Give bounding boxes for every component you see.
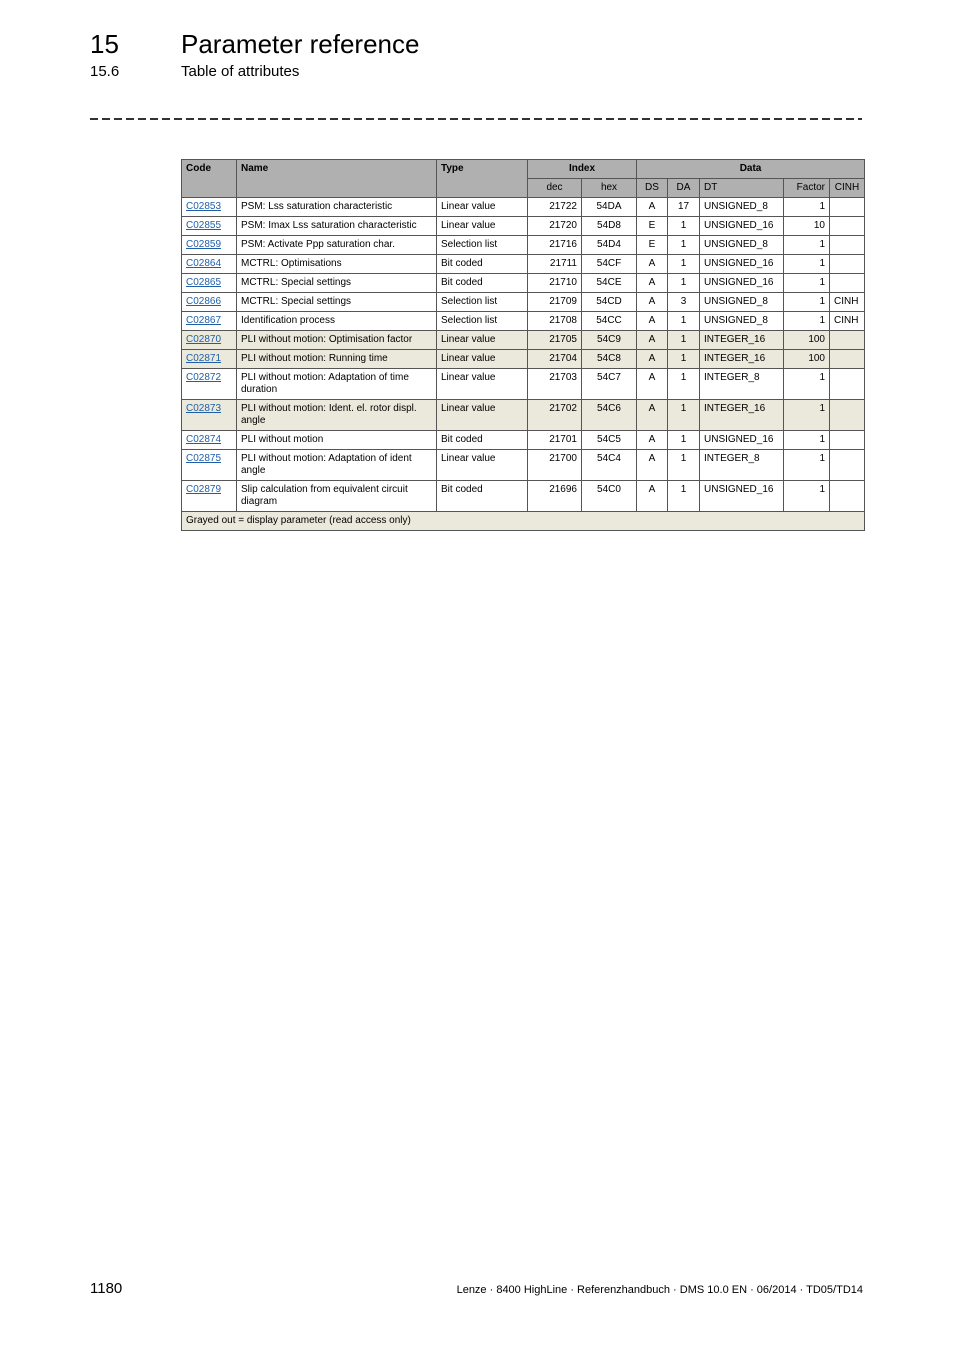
cell-type: Selection list — [437, 236, 528, 255]
cell-da: 1 — [668, 350, 700, 369]
cell-dec: 21711 — [528, 255, 582, 274]
cell-factor: 1 — [784, 293, 830, 312]
cell-da: 1 — [668, 236, 700, 255]
cell-cinh — [830, 236, 865, 255]
header-cinh: CINH — [830, 179, 865, 198]
header-name: Name — [237, 160, 437, 198]
cell-name: PSM: Imax Lss saturation characteristic — [237, 217, 437, 236]
cell-cinh — [830, 217, 865, 236]
table-row — [182, 400, 865, 431]
table-row — [182, 481, 865, 512]
cell-type: Bit coded — [437, 481, 528, 512]
cell-dt: UNSIGNED_16 — [700, 274, 784, 293]
cell-da: 1 — [668, 217, 700, 236]
parameter-code-link[interactable]: C02864 — [186, 258, 222, 269]
cell-dt: UNSIGNED_16 — [700, 431, 784, 450]
cell-code — [182, 293, 237, 312]
cell-factor: 1 — [784, 450, 830, 481]
cell-dec: 21701 — [528, 431, 582, 450]
header-dt: DT — [700, 179, 784, 198]
parameter-code-link[interactable]: C02874 — [186, 434, 222, 445]
cell-code — [182, 274, 237, 293]
cell-da: 1 — [668, 450, 700, 481]
section-number: 15.6 — [90, 63, 120, 80]
document-info: Lenze · 8400 HighLine · Referenzhandbuch · DMS 10.0 EN · 06/2014 · TD05/TD14 — [456, 1284, 863, 1296]
cell-hex: 54DA — [582, 198, 637, 217]
cell-dt: UNSIGNED_8 — [700, 198, 784, 217]
cell-factor: 1 — [784, 400, 830, 431]
cell-ds: A — [637, 450, 668, 481]
table-row — [182, 236, 865, 255]
header-hex: hex — [582, 179, 637, 198]
cell-type: Linear value — [437, 331, 528, 350]
cell-factor: 1 — [784, 236, 830, 255]
header-da: DA — [668, 179, 700, 198]
cell-code — [182, 450, 237, 481]
cell-factor: 1 — [784, 255, 830, 274]
table-row — [182, 274, 865, 293]
cell-ds: A — [637, 431, 668, 450]
cell-ds: A — [637, 369, 668, 400]
cell-da: 1 — [668, 400, 700, 431]
cell-code — [182, 236, 237, 255]
cell-cinh — [830, 431, 865, 450]
parameter-code-link[interactable]: C02855 — [186, 220, 222, 231]
parameter-code-link[interactable]: C02867 — [186, 315, 222, 326]
page-number: 1180 — [90, 1280, 123, 1297]
cell-factor: 100 — [784, 350, 830, 369]
table-body — [182, 198, 865, 512]
cell-hex: 54C7 — [582, 369, 637, 400]
table-row — [182, 217, 865, 236]
cell-dec: 21722 — [528, 198, 582, 217]
cell-hex: 54C9 — [582, 331, 637, 350]
cell-ds: A — [637, 331, 668, 350]
cell-da: 1 — [668, 431, 700, 450]
parameter-code-link[interactable]: C02866 — [186, 296, 222, 307]
cell-ds: A — [637, 274, 668, 293]
cell-type: Bit coded — [437, 255, 528, 274]
cell-factor: 100 — [784, 331, 830, 350]
cell-code — [182, 350, 237, 369]
cell-type: Selection list — [437, 312, 528, 331]
cell-cinh: CINH — [830, 312, 865, 331]
cell-name: MCTRL: Optimisations — [237, 255, 437, 274]
header-code: Code — [182, 160, 237, 198]
cell-code — [182, 198, 237, 217]
cell-name: PSM: Activate Ppp saturation char. — [237, 236, 437, 255]
header-dec: dec — [528, 179, 582, 198]
parameter-code-link[interactable]: C02870 — [186, 334, 222, 345]
cell-factor: 1 — [784, 369, 830, 400]
cell-dec: 21716 — [528, 236, 582, 255]
cell-type: Linear value — [437, 400, 528, 431]
cell-type: Linear value — [437, 369, 528, 400]
cell-da: 1 — [668, 369, 700, 400]
cell-name: PLI without motion: Ident. el. rotor displ. angle — [237, 400, 437, 431]
cell-cinh — [830, 198, 865, 217]
header-data: Data — [637, 160, 865, 179]
cell-dt: INTEGER_16 — [700, 350, 784, 369]
cell-cinh — [830, 350, 865, 369]
cell-da: 1 — [668, 274, 700, 293]
parameter-code-link[interactable]: C02865 — [186, 277, 222, 288]
cell-factor: 1 — [784, 431, 830, 450]
parameter-code-link[interactable]: C02871 — [186, 353, 222, 364]
cell-da: 17 — [668, 198, 700, 217]
attributes-table — [181, 159, 865, 531]
cell-dt: INTEGER_16 — [700, 331, 784, 350]
cell-dt: UNSIGNED_16 — [700, 481, 784, 512]
cell-factor: 1 — [784, 481, 830, 512]
parameter-code-link[interactable]: C02879 — [186, 484, 222, 495]
cell-hex: 54C0 — [582, 481, 637, 512]
table-row — [182, 450, 865, 481]
parameter-code-link[interactable]: C02875 — [186, 453, 222, 464]
cell-hex: 54C8 — [582, 350, 637, 369]
header-type: Type — [437, 160, 528, 198]
cell-dt: UNSIGNED_8 — [700, 293, 784, 312]
header-index: Index — [528, 160, 637, 179]
cell-hex: 54CF — [582, 255, 637, 274]
cell-cinh — [830, 450, 865, 481]
cell-ds: A — [637, 312, 668, 331]
cell-name: PLI without motion: Running time — [237, 350, 437, 369]
cell-dt: UNSIGNED_8 — [700, 312, 784, 331]
cell-dt: INTEGER_8 — [700, 369, 784, 400]
table-row — [182, 255, 865, 274]
cell-ds: A — [637, 255, 668, 274]
cell-factor: 10 — [784, 217, 830, 236]
cell-name: PLI without motion: Adaptation of ident angle — [237, 450, 437, 481]
table-row — [182, 198, 865, 217]
cell-cinh — [830, 274, 865, 293]
cell-dt: UNSIGNED_16 — [700, 217, 784, 236]
cell-cinh — [830, 400, 865, 431]
cell-name: Identification process — [237, 312, 437, 331]
parameter-code-link[interactable]: C02872 — [186, 372, 222, 383]
cell-dec: 21705 — [528, 331, 582, 350]
cell-code — [182, 255, 237, 274]
cell-hex: 54D4 — [582, 236, 637, 255]
cell-name: PSM: Lss saturation characteristic — [237, 198, 437, 217]
cell-code — [182, 312, 237, 331]
cell-cinh — [830, 331, 865, 350]
parameter-code-link[interactable]: C02873 — [186, 403, 222, 414]
cell-dt: INTEGER_8 — [700, 450, 784, 481]
cell-cinh: CINH — [830, 293, 865, 312]
cell-dec: 21704 — [528, 350, 582, 369]
cell-hex: 54C5 — [582, 431, 637, 450]
cell-code — [182, 481, 237, 512]
cell-ds: A — [637, 293, 668, 312]
cell-name: Slip calculation from equivalent circuit diagram — [237, 481, 437, 512]
cell-dec: 21709 — [528, 293, 582, 312]
cell-dec: 21696 — [528, 481, 582, 512]
table-note: Grayed out = display parameter (read access only) — [182, 512, 865, 531]
table-header — [182, 160, 865, 198]
cell-dt: UNSIGNED_16 — [700, 255, 784, 274]
section-title: Table of attributes — [181, 63, 300, 80]
cell-ds: A — [637, 350, 668, 369]
cell-type: Bit coded — [437, 274, 528, 293]
cell-dec: 21708 — [528, 312, 582, 331]
parameter-code-link[interactable]: C02859 — [186, 239, 222, 250]
cell-type: Linear value — [437, 450, 528, 481]
header-ds: DS — [637, 179, 668, 198]
dashed-divider — [90, 118, 862, 120]
table-row — [182, 369, 865, 400]
cell-code — [182, 369, 237, 400]
table-row — [182, 431, 865, 450]
cell-name: PLI without motion: Optimisation factor — [237, 331, 437, 350]
cell-type: Linear value — [437, 217, 528, 236]
cell-dec: 21703 — [528, 369, 582, 400]
parameter-code-link[interactable]: C02853 — [186, 201, 222, 212]
cell-type: Linear value — [437, 198, 528, 217]
cell-hex: 54C4 — [582, 450, 637, 481]
cell-name: PLI without motion — [237, 431, 437, 450]
cell-ds: A — [637, 400, 668, 431]
chapter-title: Parameter reference — [181, 29, 420, 59]
cell-code — [182, 400, 237, 431]
cell-dt: INTEGER_16 — [700, 400, 784, 431]
cell-cinh — [830, 369, 865, 400]
cell-type: Linear value — [437, 350, 528, 369]
chapter-number: 15 — [90, 29, 119, 59]
table-row — [182, 312, 865, 331]
cell-da: 1 — [668, 481, 700, 512]
table-row — [182, 350, 865, 369]
cell-name: MCTRL: Special settings — [237, 274, 437, 293]
cell-ds: A — [637, 198, 668, 217]
cell-dec: 21702 — [528, 400, 582, 431]
cell-dec: 21710 — [528, 274, 582, 293]
cell-code — [182, 431, 237, 450]
cell-hex: 54CD — [582, 293, 637, 312]
cell-factor: 1 — [784, 274, 830, 293]
cell-hex: 54CC — [582, 312, 637, 331]
cell-dec: 21700 — [528, 450, 582, 481]
cell-cinh — [830, 481, 865, 512]
table-row — [182, 293, 865, 312]
cell-da: 1 — [668, 331, 700, 350]
cell-da: 1 — [668, 255, 700, 274]
cell-type: Selection list — [437, 293, 528, 312]
header-factor: Factor — [784, 179, 830, 198]
cell-da: 3 — [668, 293, 700, 312]
cell-type: Bit coded — [437, 431, 528, 450]
cell-code — [182, 217, 237, 236]
cell-dt: UNSIGNED_8 — [700, 236, 784, 255]
cell-da: 1 — [668, 312, 700, 331]
cell-ds: E — [637, 217, 668, 236]
cell-hex: 54CE — [582, 274, 637, 293]
cell-ds: A — [637, 481, 668, 512]
cell-name: MCTRL: Special settings — [237, 293, 437, 312]
cell-name: PLI without motion: Adaptation of time duration — [237, 369, 437, 400]
cell-cinh — [830, 255, 865, 274]
cell-hex: 54D8 — [582, 217, 637, 236]
cell-factor: 1 — [784, 312, 830, 331]
cell-hex: 54C6 — [582, 400, 637, 431]
cell-code — [182, 331, 237, 350]
cell-dec: 21720 — [528, 217, 582, 236]
cell-ds: E — [637, 236, 668, 255]
table-row — [182, 331, 865, 350]
cell-factor: 1 — [784, 198, 830, 217]
